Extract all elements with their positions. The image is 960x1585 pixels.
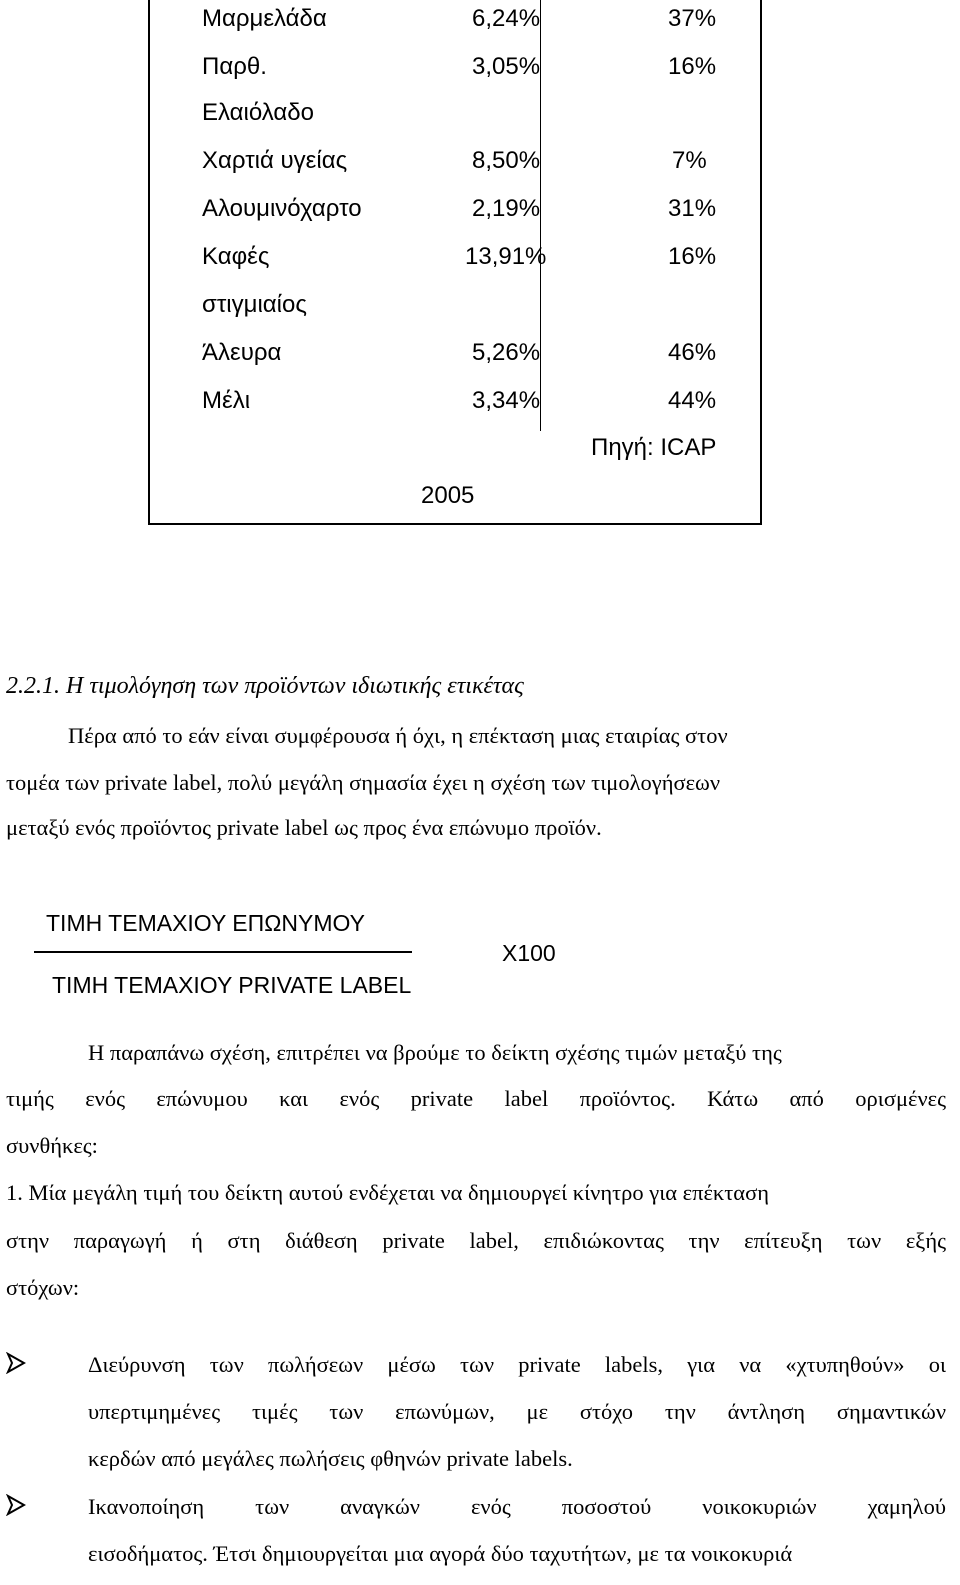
table-cell-share: 44% [668, 387, 717, 414]
table-cell-product: Χαρτιά υγείας [202, 147, 348, 174]
point-1-line: 1. Μία μεγάλη τιμή του δείκτη αυτού ενδέχεται να δημιουργεί κίνητρο για επέκταση [6, 1180, 769, 1205]
table-source: Πηγή: ICAP [591, 434, 717, 461]
table-cell-pct: 5,26% [472, 339, 541, 366]
table-cell-product: Καφές [202, 243, 270, 270]
table-cell-product: Ελαιόλαδο [202, 99, 314, 126]
table-cell-product: Μέλι [202, 387, 251, 414]
bullet-1-line: Διεύρυνση των πωλήσεων μέσω των private labels, για να «χτυπηθούν» οι [88, 1352, 946, 1377]
table-year: 2005 [421, 482, 475, 509]
table-cell-pct: 13,91% [465, 243, 547, 270]
bullet-2-line: Ικανοποίηση των αναγκών ενός ποσοστού νοικοκυριών χαμηλού [88, 1494, 946, 1519]
section-heading: 2.2.1. Η τιμολόγηση των προϊόντων ιδιωτικής ετικέτας [6, 673, 524, 699]
point-1-line: στόχων: [6, 1275, 80, 1300]
point-1-line: στην παραγωγή ή στη διάθεση private label, επιδιώκοντας την επίτευξη των εξής [6, 1228, 946, 1253]
bullet-1-line: κερδών από μεγάλες πωλήσεις φθηνών private labels. [88, 1446, 573, 1471]
bullet-1-line: υπερτιμημένες τιμές των επωνύμων, με στόχο την άντληση σημαντικών [88, 1399, 946, 1424]
formula-denominator: ΤΙΜΗ ΤΕΜΑΧΙΟΥ PRIVATE LABEL [52, 972, 412, 998]
arrowhead-bullet-icon [6, 1494, 26, 1522]
explanation-line: τιμής ενός επώνυμου και ενός private label προϊόντος. Κάτω από ορισμένες [6, 1086, 946, 1111]
table-cell-product: Μαρμελάδα [202, 5, 327, 32]
table-column-divider [540, 0, 541, 431]
table-cell-product: Άλευρα [202, 339, 282, 366]
intro-paragraph-line: μεταξύ ενός προϊόντος private label ως προς ένα επώνυμο προϊόν. [6, 815, 602, 840]
table-cell-pct: 6,24% [472, 5, 541, 32]
formula-fraction-line [34, 951, 412, 953]
bullet-2-line: εισοδήματος. Έτσι δημιουργείται μια αγορά δύο ταχυτήτων, με τα νοικοκυριά [88, 1541, 793, 1566]
intro-paragraph-line: τομέα των private label, πολύ μεγάλη σημασία έχει η σχέση των τιμολογήσεων [6, 770, 721, 795]
intro-paragraph-line: Πέρα από το εάν είναι συμφέρουσα ή όχι, η επέκταση μιας εταιρίας στον [68, 723, 728, 748]
table-cell-share: 31% [668, 195, 717, 222]
table-cell-share: 16% [668, 53, 717, 80]
explanation-line: Η παραπάνω σχέση, επιτρέπει να βρούμε το δείκτη σχέσης τιμών μεταξύ της [88, 1040, 782, 1065]
table-cell-product: στιγμιαίος [202, 291, 307, 318]
market-share-table [148, 0, 762, 525]
table-cell-pct: 3,34% [472, 387, 541, 414]
formula-multiplier: Χ100 [502, 940, 556, 966]
table-cell-share: 46% [668, 339, 717, 366]
table-cell-product: Αλουμινόχαρτο [202, 195, 362, 222]
table-cell-share: 16% [668, 243, 717, 270]
table-cell-pct: 8,50% [472, 147, 541, 174]
table-cell-share: 37% [668, 5, 717, 32]
explanation-line: συνθήκες: [6, 1133, 98, 1158]
table-cell-pct: 3,05% [472, 53, 541, 80]
formula-numerator: ΤΙΜΗ ΤΕΜΑΧΙΟΥ ΕΠΩΝΥΜΟΥ [46, 910, 366, 936]
table-cell-product: Παρθ. [202, 53, 267, 80]
arrowhead-bullet-icon [6, 1352, 26, 1380]
table-cell-share: 7% [672, 147, 707, 174]
table-cell-pct: 2,19% [472, 195, 541, 222]
